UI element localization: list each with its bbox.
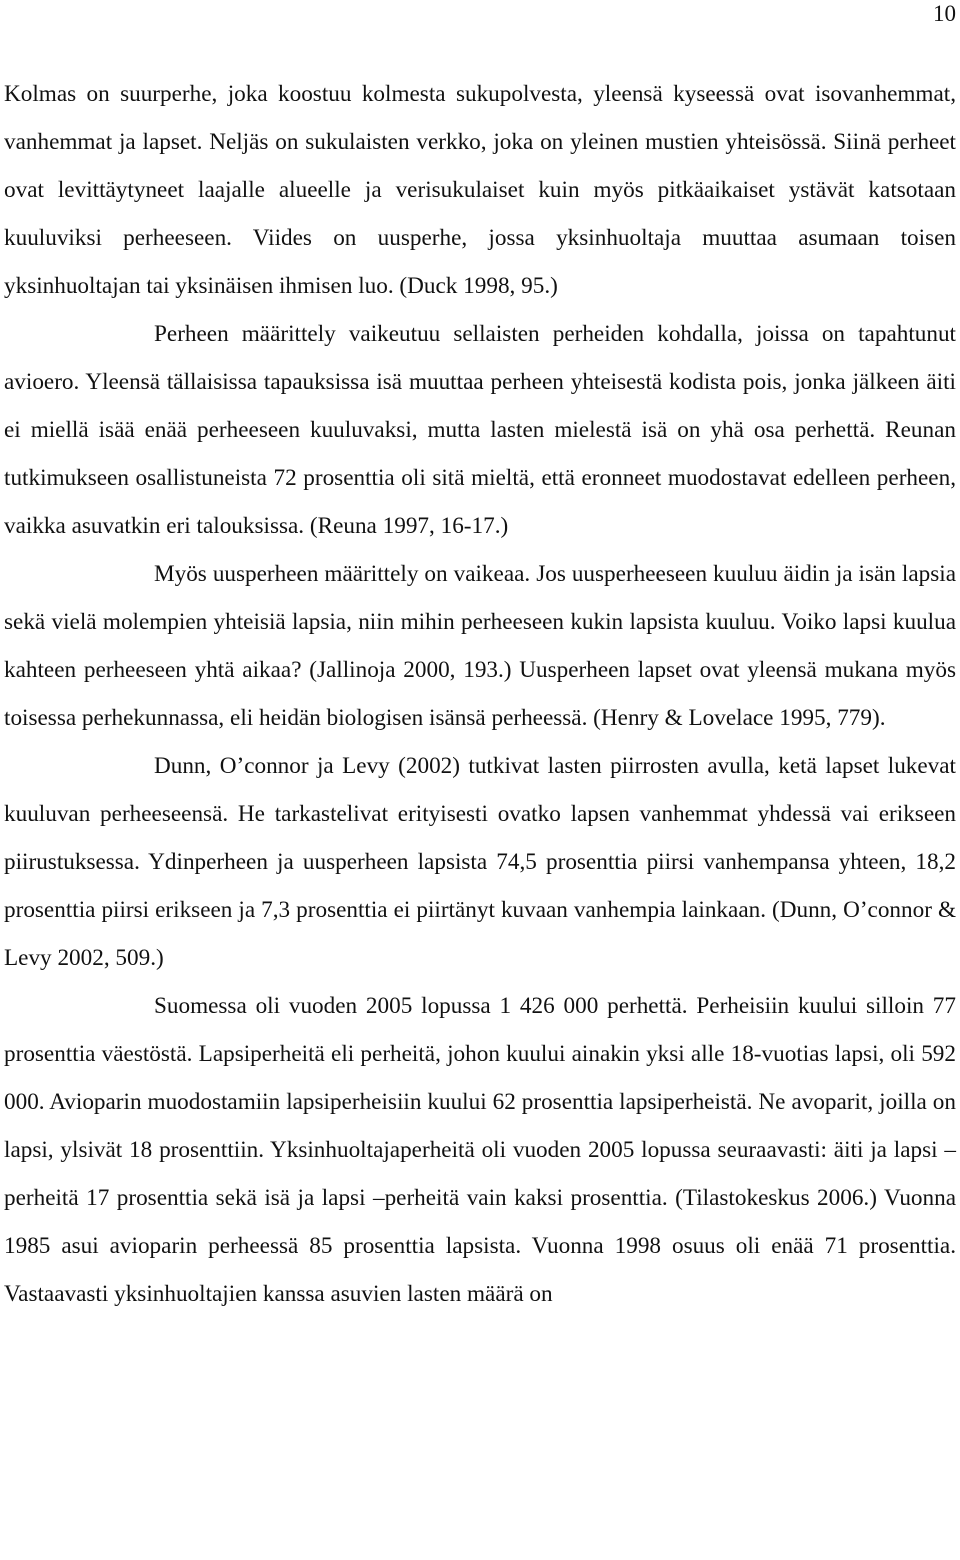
- paragraph-2: Perheen määrittely vaikeutuu sellaisten perheiden kohdalla, joissa on tapahtunut avioero. Yleensä tällaisissa tapauksissa isä muuttaa perheen yhteisestä kodista pois, jonka jälkeen äiti ei miellä isää enää perheeseen kuuluvaksi, mutta lasten mielestä isä on yhä osa perhettä. Reunan tutkimukseen osallistuneista 72 prosenttia oli sitä mieltä, että eronneet muodostavat edelleen perheen, vaikka asuvatkin eri talouksissa. (Reuna 1997, 16-17.): [4, 321, 956, 539]
- paragraph-3: Myös uusperheen määrittely on vaikeaa. Jos uusperheeseen kuuluu äidin ja isän lapsia sekä vielä molempien yhteisiä lapsia, niin mihin perheeseen kukin lapsista kuuluu. Voiko lapsi kuulua kahteen perheeseen yhtä aikaa? (Jallinoja 2000, 193.) Uusperheen lapset ovat yleensä mukana myös toisessa perhekunnassa, eli heidän biologisen isänsä perheessä. (Henry & Lovelace 1995, 779).: [4, 561, 956, 731]
- document-body: [4, 70, 956, 1318]
- paragraph-1: Kolmas on suurperhe, joka koostuu kolmesta sukupolvesta, yleensä kyseessä ovat isovanhemmat, vanhemmat ja lapset. Neljäs on sukulaisten verkko, joka on yleinen mustien yhteisössä. Siinä perheet ovat levittäytyneet laajalle alueelle ja verisukulaiset kuin myös pitkäaikaiset ystävät katsotaan kuuluviksi perheeseen. Viides on uusperhe, jossa yksinhuoltaja muuttaa asumaan toisen yksinhuoltajan tai yksinäisen ihmisen luo. (Duck 1998, 95.): [4, 81, 956, 299]
- page-number: 10: [933, 1, 956, 26]
- paragraph-5: Suomessa oli vuoden 2005 lopussa 1 426 000 perhettä. Perheisiin kuului silloin 77 prosenttia väestöstä. Lapsiperheitä eli perheitä, johon kuului ainakin yksi alle 18-vuotias lapsi, oli 592 000. Avioparin muodostamiin lapsiperheisiin kuului 62 prosenttia lapsiperheistä. Ne avoparit, joilla on lapsi, ylsivät 18 prosenttiin. Yksinhuoltajaperheitä oli vuoden 2005 lopussa seuraavasti: äiti ja lapsi –perheitä 17 prosenttia sekä isä ja lapsi –perheitä vain kaksi prosenttia. (Tilastokeskus 2006.) Vuonna 1985 asui avioparin perheessä 85 prosenttia lapsista. Vuonna 1998 osuus oli enää 71 prosenttia. Vastaavasti yksinhuoltajien kanssa asuvien lasten määrä on: [4, 993, 956, 1307]
- paragraph-4: Dunn, O’connor ja Levy (2002) tutkivat lasten piirrosten avulla, ketä lapset lukevat kuuluvan perheeseensä. He tarkastelivat erityisesti ovatko lapsen vanhemmat yhdessä vai erikseen piirustuksessa. Ydinperheen ja uusperheen lapsista 74,5 prosenttia piirsi vanhempansa yhteen, 18,2 prosenttia piirsi erikseen ja 7,3 prosenttia ei piirtänyt kuvaan vanhempia lainkaan. (Dunn, O’connor & Levy 2002, 509.): [4, 753, 956, 971]
